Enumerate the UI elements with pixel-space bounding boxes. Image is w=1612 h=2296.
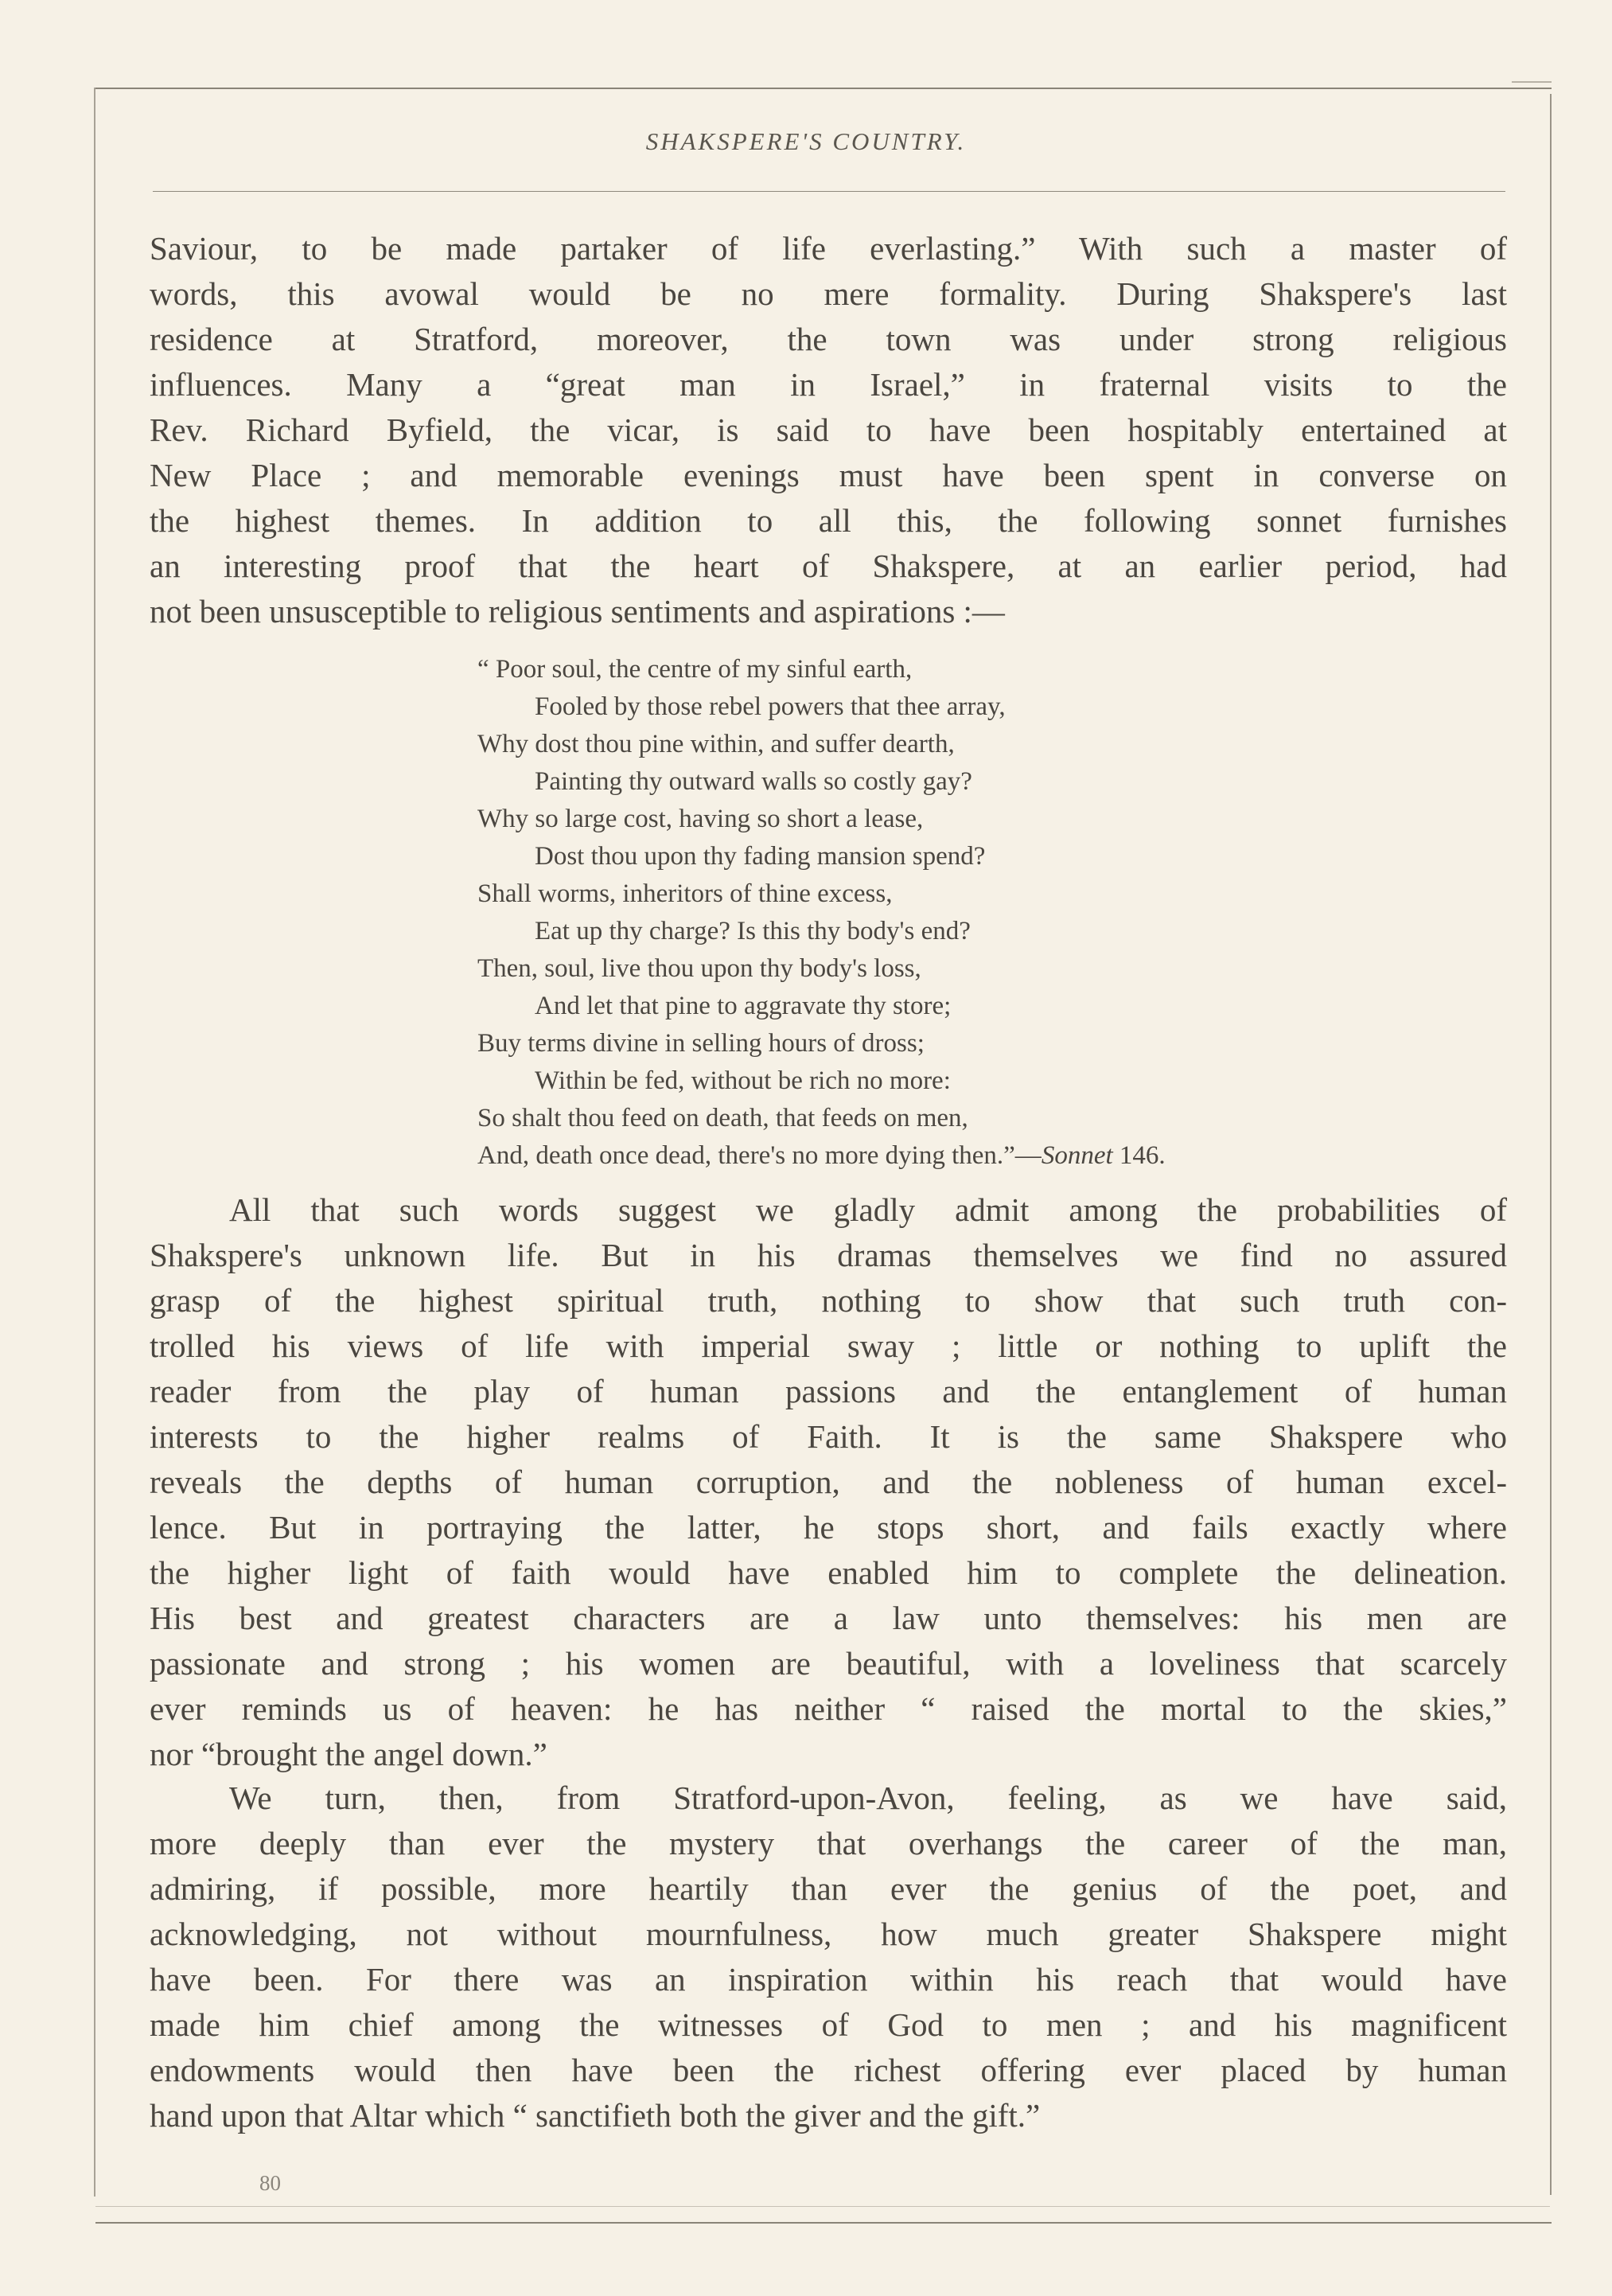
sonnet-number: 146. [1112, 1141, 1166, 1170]
paragraph-1 [150, 226, 1507, 634]
page-frame-right-rule [1550, 94, 1552, 2195]
text-line: not been unsusceptible to religious sentiments and aspirations :— [150, 593, 1005, 630]
text-line: residence at Stratford, moreover, the town was under strong religious [150, 321, 1507, 357]
sonnet-line: Painting thy outward walls so costly gay? [535, 767, 972, 796]
text-line: His best and greatest characters are a law unto themselves: his men are [150, 1600, 1507, 1636]
sonnet-line: “ Poor soul, the centre of my sinful earth, [477, 655, 913, 684]
text-line: passionate and strong ; his women are beautiful, with a loveliness that scarcely [150, 1645, 1507, 1682]
text-line: endowments would then have been the richest offering ever placed by human [150, 2052, 1507, 2088]
text-line: ever reminds us of heaven: he has neither “ raised the mortal to the skies,” [150, 1690, 1507, 1727]
text-line: lence. But in portraying the latter, he stops short, and fails exactly where [150, 1509, 1507, 1546]
text-line: more deeply than ever the mystery that overhangs the career of the man, [150, 1825, 1507, 1861]
sonnet-line: So shalt thou feed on death, that feeds on men, [477, 1104, 968, 1132]
page-frame-bottom-rule [95, 2222, 1552, 2224]
text-line: Shakspere's unknown life. But in his dramas themselves we find no assured [150, 1237, 1507, 1273]
text-line: hand upon that Altar which “ sanctifieth both the giver and the gift.” [150, 2097, 1041, 2134]
header-rule [153, 191, 1505, 192]
text-line: acknowledging, not without mournfulness, how much greater Shakspere might [150, 1916, 1507, 1952]
text-line: All that such words suggest we gladly admit among the probabilities of [229, 1191, 1507, 1228]
paragraph-3 [150, 1776, 1507, 2138]
sonnet-line: Shall worms, inheritors of thine excess, [477, 879, 893, 908]
sonnet-line: Buy terms divine in selling hours of dross; [477, 1029, 925, 1058]
sonnet-quotation [477, 651, 1456, 1175]
text-line: Saviour, to be made partaker of life everlasting.” With such a master of [150, 230, 1507, 267]
sonnet-line: Fooled by those rebel powers that thee array, [535, 692, 1006, 721]
sonnet-last-line [477, 1137, 1456, 1175]
text-line: the higher light of faith would have enabled him to complete the delineation. [150, 1554, 1507, 1591]
text-line: made him chief among the witnesses of God to men ; and his magnificent [150, 2006, 1507, 2043]
text-line: an interesting proof that the heart of Shakspere, at an earlier period, had [150, 548, 1507, 584]
text-line: the highest themes. In addition to all this, the following sonnet furnishes [150, 502, 1507, 539]
running-head: SHAKSPERE'S COUNTRY. [645, 127, 967, 155]
text-line: words, this avowal would be no mere formality. During Shakspere's last [150, 275, 1507, 312]
sonnet-line: Eat up thy charge? Is this thy body's end? [535, 917, 971, 945]
text-line: Rev. Richard Byfield, the vicar, is said to have been hospitably entertained at [150, 411, 1507, 448]
paragraph-2 [150, 1187, 1507, 1777]
sonnet-line: Dost thou upon thy fading mansion spend? [535, 842, 986, 871]
text-line: admiring, if possible, more heartily than ever the genius of the poet, and [150, 1870, 1507, 1907]
text-line: influences. Many a “great man in Israel,” in fraternal visits to the [150, 366, 1507, 403]
sonnet-line: And let that pine to aggravate thy store; [535, 992, 952, 1020]
text-line: We turn, then, from Stratford-upon-Avon, feeling, as we have said, [229, 1779, 1507, 1816]
sonnet-citation: Sonnet [1041, 1141, 1113, 1170]
text-line: grasp of the highest spiritual truth, nothing to show that such truth con- [150, 1282, 1507, 1319]
text-line: New Place ; and memorable evenings must have been spent in converse on [150, 457, 1507, 493]
text-line: interests to the higher realms of Faith. It is the same Shakspere who [150, 1418, 1507, 1455]
page-number: 80 [259, 2171, 281, 2195]
sonnet-line: Why dost thou pine within, and suffer dearth, [477, 730, 955, 758]
text-line: nor “brought the angel down.” [150, 1736, 547, 1772]
sonnet-line: Within be fed, without be rich no more: [535, 1066, 951, 1095]
sonnet-line: Why so large cost, having so short a lease, [477, 805, 924, 833]
page-frame-top-rule [95, 88, 1552, 89]
text-line: reveals the depths of human corruption, and the nobleness of human excel- [150, 1464, 1507, 1500]
text-line: trolled his views of life with imperial sway ; little or nothing to uplift the [150, 1327, 1507, 1364]
sonnet-line: Then, soul, live thou upon thy body's loss, [477, 954, 921, 983]
text-line: have been. For there was an inspiration within his reach that would have [150, 1961, 1507, 1998]
text-line: reader from the play of human passions and the entanglement of human [150, 1373, 1507, 1409]
sonnet-line: And, death once dead, there's no more dying then.”— [477, 1141, 1042, 1170]
page-frame-bottom-inner-rule [95, 2206, 1550, 2207]
page-frame-top-right-rule [1512, 81, 1552, 83]
page-frame-left-rule [94, 88, 95, 2197]
